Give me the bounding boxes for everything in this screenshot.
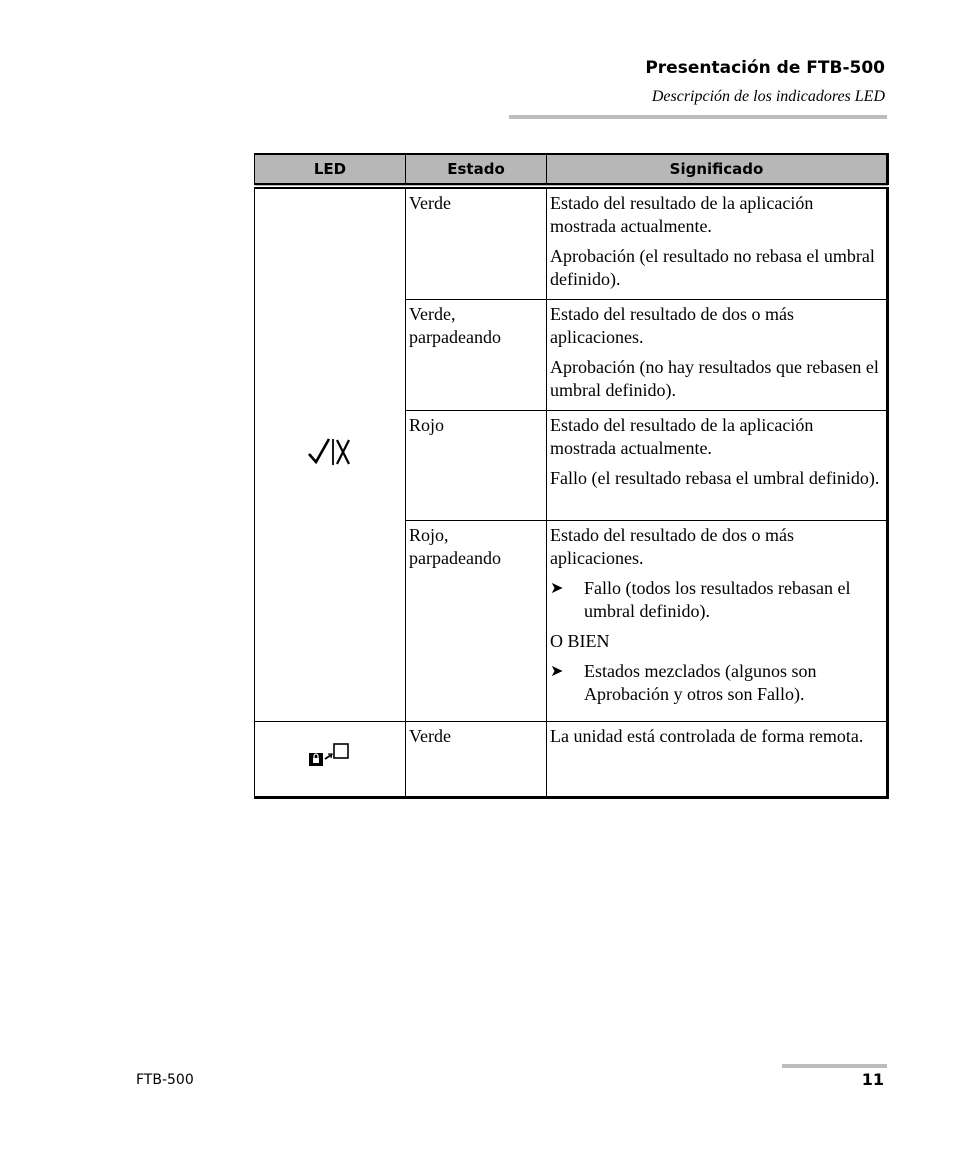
table-row <box>255 186 888 300</box>
table-header-row <box>255 154 888 186</box>
column-header-significado: Significado <box>547 154 888 186</box>
bullet-item <box>550 577 883 623</box>
bullet-text: Estados mezclados (algunos son Aprobación y otros son Fallo). <box>584 661 817 704</box>
column-header-led: LED <box>255 154 406 186</box>
significado-cell <box>547 722 888 798</box>
pass-fail-icon <box>307 452 353 472</box>
footer-rule <box>782 1064 887 1068</box>
remote-control-icon <box>307 753 353 773</box>
estado-cell: Verde <box>406 722 547 798</box>
arrow-bullet-icon: ➤ <box>550 580 564 597</box>
estado-cell: Verde, parpadeando <box>406 300 547 411</box>
led-cell-pass-fail <box>255 186 406 722</box>
arrow-bullet-icon: ➤ <box>550 663 564 680</box>
bullet-text: Fallo (todos los resultados rebasan el umbral definido). <box>584 578 851 621</box>
significado-text: Estado del resultado de la aplicación mostrada actualmente. <box>550 193 814 236</box>
led-cell-remote <box>255 722 406 798</box>
estado-cell: Verde <box>406 186 547 300</box>
table-row <box>255 722 888 798</box>
estado-cell: Rojo <box>406 411 547 521</box>
significado-text: Estado del resultado de dos o más aplicaciones. <box>550 304 794 347</box>
page-header-subtitle: Descripción de los indicadores LED <box>651 88 885 105</box>
footer-product: FTB-500 <box>136 1072 194 1088</box>
bullet-item <box>550 660 883 706</box>
significado-text: Aprobación (no hay resultados que rebasen el umbral definido). <box>550 357 879 400</box>
header-rule <box>509 115 887 119</box>
significado-text: Aprobación (el resultado no rebasa el umbral definido). <box>550 246 875 289</box>
led-table <box>254 153 889 799</box>
or-text: O BIEN <box>550 631 610 651</box>
significado-text: Estado del resultado de la aplicación mostrada actualmente. <box>550 415 814 458</box>
significado-cell <box>547 300 888 411</box>
significado-text: Estado del resultado de dos o más aplicaciones. <box>550 525 794 568</box>
significado-cell <box>547 186 888 300</box>
page-number: 11 <box>861 1070 884 1089</box>
significado-text: Fallo (el resultado rebasa el umbral definido). <box>550 468 880 488</box>
significado-cell <box>547 521 888 722</box>
page-header-title: Presentación de FTB-500 <box>645 58 885 78</box>
significado-text: La unidad está controlada de forma remota. <box>550 726 864 746</box>
estado-cell: Rojo, parpadeando <box>406 521 547 722</box>
significado-cell <box>547 411 888 521</box>
column-header-estado: Estado <box>406 154 547 186</box>
